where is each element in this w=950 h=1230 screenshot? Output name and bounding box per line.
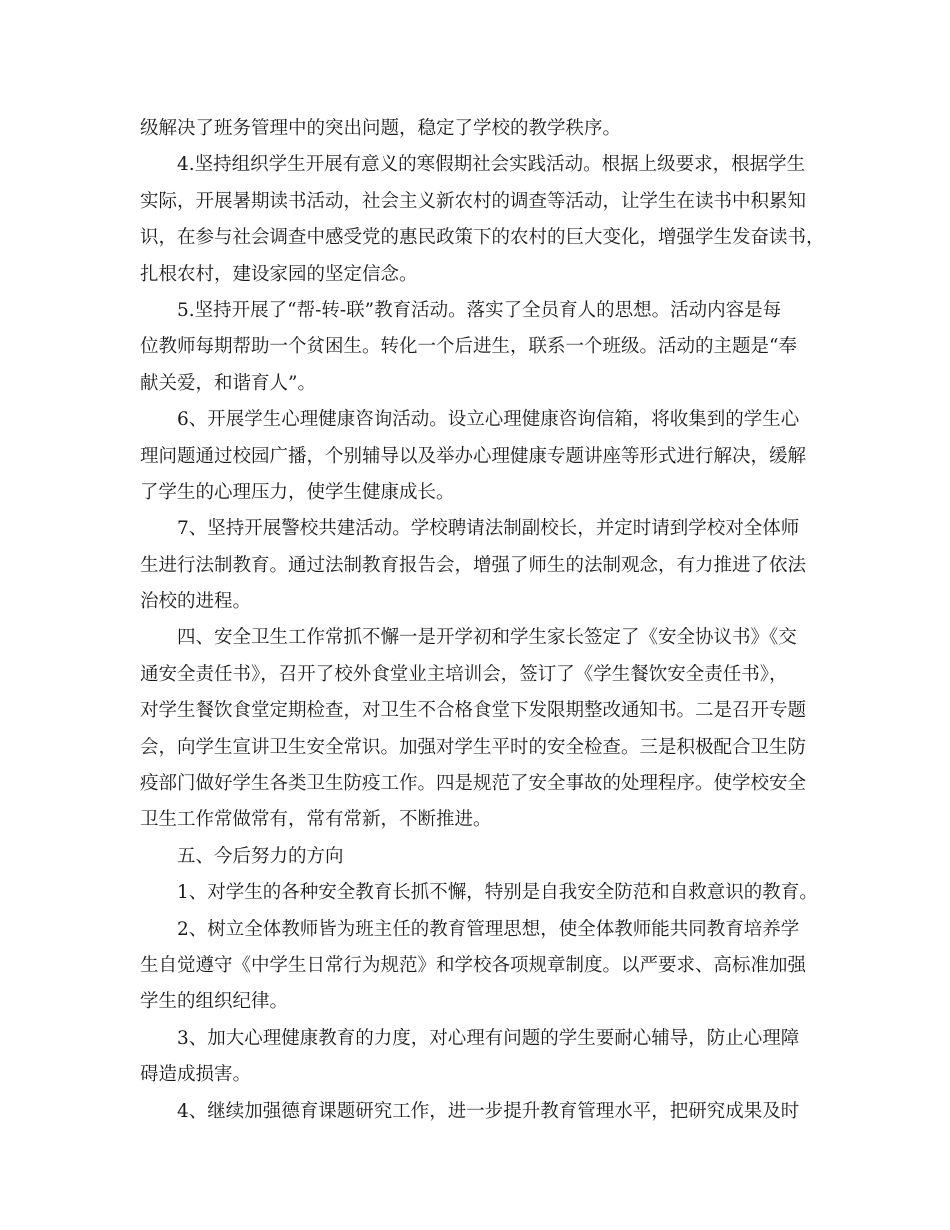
text-line: 卫生工作常做常有，常有常新，不断推进。 (140, 809, 492, 831)
text-line: 6、开展学生心理健康咨询活动。设立心理健康咨询信箱，将收集到的学生心 (177, 409, 800, 431)
text-line: 生自觉遵守《中学生日常行为规范》和学校各项规章制度。以严要求、高标准加强 (140, 954, 807, 976)
text-line: 5.坚持开展了“帮-转-联”教育活动。落实了全员育人的思想。活动内容是每 (177, 299, 782, 321)
text-line: 识，在参与社会调查中感受党的惠民政策下的农村的巨大变化，增强学生发奋读书， (140, 227, 825, 249)
text-line: 疫部门做好学生各类卫生防疫工作。四是规范了安全事故的处理程序。使学校安全 (140, 773, 807, 795)
document-body (140, 111, 825, 1130)
text-line: 4、继续加强德育课题研究工作，进一步提升教育管理水平，把研究成果及时 (177, 1100, 800, 1122)
text-line: 学生的组织纪律。 (140, 991, 289, 1013)
text-line: 碍造成损害。 (140, 1064, 252, 1086)
section-heading: 五、今后努力的方向 (177, 845, 344, 867)
text-line: 3、加大心理健康教育的力度，对心理有问题的学生要耐心辅导，防止心理障 (177, 1027, 800, 1049)
text-line: 通安全责任书》，召开了校外食堂业主培训会，签订了《学生餐饮安全责任书》， (140, 663, 788, 685)
text-line: 级解决了班务管理中的突出问题，稳定了学校的教学秩序。 (140, 118, 622, 139)
text-line: 位教师每期帮助一个贫困生。转化一个后进生，联系一个班级。活动的主题是“奉 (140, 336, 797, 358)
text-line: 4.坚持组织学生开展有意义的寒假期社会实践活动。根据上级要求，根据学生 (177, 154, 806, 176)
text-line: 生进行法制教育。通过法制教育报告会，增强了师生的法制观念，有力推进了依法 (140, 554, 807, 576)
text-line: 实际，开展暑期读书活动，社会主义新农村的调查等活动，让学生在读书中积累知 (140, 190, 807, 212)
text-line: 会，向学生宣讲卫生安全常识。加强对学生平时的安全检查。三是积极配合卫生防 (140, 736, 807, 758)
text-line: 治校的进程。 (140, 591, 252, 613)
text-line: 1、对学生的各种安全教育长抓不懈，特别是自我安全防范和自救意识的教育。 (177, 882, 818, 904)
text-line: 扎根农村，建设家园的坚定信念。 (140, 263, 418, 285)
text-line: 7、坚持开展警校共建活动。学校聘请法制副校长，并定时请到学校对全体师 (177, 518, 800, 540)
text-line: 献关爱，和谐育人”。 (140, 372, 316, 394)
text-line: 对学生餐饮食堂定期检查，对卫生不合格食堂下发限期整改通知书。二是召开专题 (140, 700, 807, 722)
text-line: 四、安全卫生工作常抓不懈一是开学初和学生家长签定了《安全协议书》《交 (177, 627, 797, 649)
text-line: 了学生的心理压力，使学生健康成长。 (140, 481, 455, 503)
text-line: 理问题通过校园广播，个别辅导以及举办心理健康专题讲座等形式进行解决，缓解 (140, 445, 807, 467)
text-line: 2、树立全体教师皆为班主任的教育管理思想，使全体教师能共同教育培养学 (177, 918, 800, 940)
